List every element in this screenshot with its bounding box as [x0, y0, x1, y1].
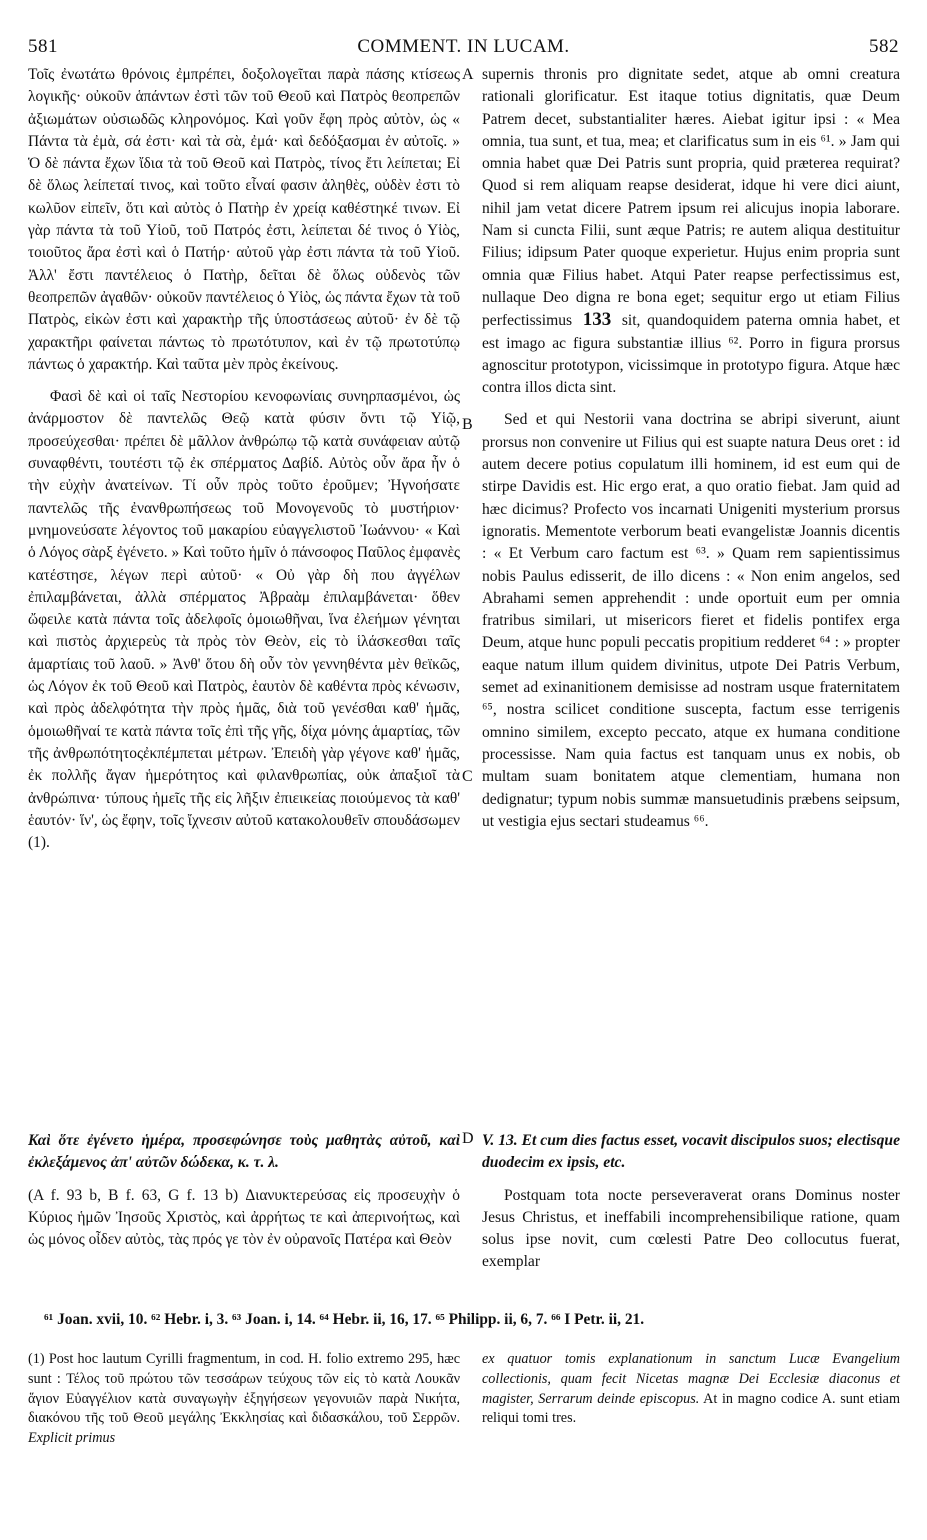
greek-column-lower: [28, 1130, 460, 1270]
page-number-right: 582: [869, 36, 899, 57]
latin-paragraph-3: Postquam tota nocte perseveraverat orans Dominus noster Jesus Christus, et ineffabili incomprehensibilique ratione, quam solus ipse novit, cum cœlesti Patre Deo collocutus fuerat, exemplar: [482, 1186, 900, 1270]
latin-paragraph-2: Sed et qui Nestorii vana doctrina se abripi siverunt, aiunt prorsus non convenire ut Filius qui est suapte natura Deus oret : id autem decere potius copulatum illi hominem, id est eum qui de stirpe Davidis est. Hic ergo erat, a quo oratio fiebat. Jam quid ad hæc dicimus? Profecto vos incarnati Unigeniti mysterium prorsus ignoratis. Mementote verborum beati evangelistæ Joannis dicentis : « Et Verbum caro factum est ⁶³. » Quam rem sapientissimus nobis Paulus edisserit, de illo dicens : « Non enim angelos, sed Abrahami semen apprehendit : unde oportuit eum per omnia fratribus similari, ut misericors fieret et fidelis pontifex erga Deum, atque hunc populi peccatis propitium redderet ⁶⁴ : » propter eaque natum illum quidem divinitus, utpote Dei Patris Verbum, semet ad exinanitionem demisisse ad nostram usque fraternitatem ⁶⁵, nostra scilicet conditione suscepta, factum esse terrigenis omnino similem, excepto peccato, atque ex humana conditione processisse. Nam quia factus est tanquam unus ex nobis, ob multam suam bonitatem atque clementiam, humana non dedignatur; typum nobis summæ mansuetudinis præbens seipsum, ut vestigia ejus sectari studeamus ⁶⁶.: [482, 411, 900, 830]
marker-d: D: [462, 1130, 474, 1147]
verse-heading: V. 13. Et cum dies factus esset, vocavit discipulos suos; electisque duodecim ex ipsis, etc.: [482, 1132, 900, 1172]
latin-paragraph-1: [482, 64, 900, 399]
footnote-right-italic: ex quatuor tomis explanationum in sanctum Lucæ Evangelium collectionis, quam fecit Nicetas magnæ Dei Ecclesiæ diaconus et magister, Serrarum deinde episcopus.: [482, 1351, 900, 1407]
column-number: 133: [582, 309, 612, 331]
latin-column-lower: [482, 1130, 900, 1270]
footnote-right: [482, 1350, 900, 1429]
latin-column: [482, 64, 900, 1131]
scripture-references: ⁶¹ Joan. xvii, 10. ⁶² Hebr. i, 3. ⁶³ Joan. i, 14. ⁶⁴ Hebr. ii, 16, 17. ⁶⁵ Philipp. ii, 6, 7. ⁶⁶ I Petr. ii, 21.: [44, 1311, 645, 1328]
greek-column: [28, 64, 460, 1131]
footnote-left-italic: Explicit primus: [28, 1430, 116, 1447]
footnote-right-text: At in magno codice A. sunt etiam reliqui tomi tres.: [482, 1390, 900, 1427]
greek-paragraph-2: Φασὶ δὲ καὶ οἱ ταῖς Νεστορίου κενοφωνίαις συνηρπασμένοι, ὡς ἀνάρμοστον δὲ παντελῶς Θεῷ κατὰ φύσιν ὄντι τῷ Υἱῷ, προσεύχεσθαι· πρέπει δὲ μᾶλλον ἀνθρώπῳ τῷ κατὰ συνάφειαν αὐτῷ συναφθέντι, τουτέστι τῷ ἐκ σπέρματος Δαβίδ. Αὐτὸς οὖν ἄρα ἦν ὁ τὴν εὐχὴν ἀνατείνων. Τί οὖν πρὸς τοῦτο ἐροῦμεν; Ἠγνοήσατε παντελῶς τῆς ἐνανθρωπήσεως τοῦ Μονογενοῦς τὸ μυστήριον· μνημονεύσατε λέγοντος τοῦ μακαρίου εὐαγγελιστοῦ Ἰωάννου· « Καὶ ὁ Λόγος σὰρξ ἐγένετο. » Καὶ τοῦτο ἡμῖν ὁ πάνσοφος Παῦλος ἐμφανὲς κατέστησε, λέγων περὶ αὐτοῦ· « Οὐ γὰρ δὴ που ἀγγέλων ἐπιλαμβάνεται, ἀλλὰ σπέρματος Ἀβραὰμ ἐπιλαμβάνεται· ὅθεν ὤφειλε κατὰ πάντα τοῖς ἀδελφοῖς ὁμοιωθῆναι, ἵνα ἐλεήμων γένηται καὶ πιστὸς ἀρχιερεὺς τὰ πρὸς τὸν Θεὸν, εἰς τὸ ἱλάσκεσθαι ταῖς ἁμαρτίαις τοῦ λαοῦ. » Ἀνθ' ὅτου δὴ οὖν τὸν γεννηθέντα μὲν θεϊκῶς, ὡς Λόγον ἐκ τοῦ Θεοῦ καὶ Πατρὸς, ἑαυτὸν δὲ καθέντα πρὸς κένωσιν, καὶ πρὸς ἀδελφότητα τὴν πρὸς ἡμᾶς, διὰ τοῦ γενέσθαι καθ' ἡμᾶς, ὁμοιωθῆναί τε κατὰ πάντα τοῖς ἐπὶ τῆς γῆς, δίχα μόνης ἁμαρτίας, τῶν τῆς ἀνθρωπότητοςἐκπέμπεται μέτρων. Ἐπειδὴ γὰρ γέγονε καθ' ἡμᾶς, ἐκ πολλῆς ἄγαν ἡμερότητος καὶ φιλανθρωπίας, οὐκ ἀπαξιοῖ τὰ ἀνθρώπινα· τύπους ἡμεῖς τῆς εἰς λῆξιν ἐπιεικείας ποιούμενος τὰ καθ' ἑαυτόν· ἵν', ὡς ἔφην, τοῖς ἴχνεσιν αὐτοῦ κατακολουθεῖν σπουδάσωμεν (1).: [28, 388, 460, 852]
latin-paragraph-1b: sit, quandoquidem paterna omnia habet, et est imago ac figura substantiæ illius ⁶². Porro in figura prorsus agnoscitur prototypon, vicissimque in prototypo figura. Atque hæc contra illos dicta sint.: [482, 312, 900, 397]
page-number-left: 581: [28, 36, 58, 57]
running-header: [28, 36, 899, 62]
footnote-left-text: (1) Post hoc lautum Cyrilli fragmentum, in cod. H. folio extremo 295, hæc sunt : Τέλος τοῦ πρώτου τῶν τεσσάρων τεύχους τῶν εἰς τὸ κατὰ Λουκᾶν ἅγιον Εὐαγγέλιον κατὰ συναγωγὴν ἐξηγήσεων γεγονυιῶν παρὰ Νικήτα, διακόνου τῆς τοῦ Θεοῦ μεγάλης Ἐκκλησίας καὶ διδασκάλου, τοῦ Σερρῶν.: [28, 1351, 460, 1427]
greek-paragraph-3: (A f. 93 b, B f. 63, G f. 13 b) Διανυκτερεύσας εἰς προσευχὴν ὁ Κύριος ἡμῶν Ἰησοῦς Χριστὸς, καὶ ἀρρήτως τε καὶ ἀπερινοήτως, καὶ ὡς μόνος οἶδεν αὐτὸς, τὰς πρός γε τὸν ἐν οὐρανοῖς Πατέρα καὶ Θεὸν: [28, 1186, 460, 1249]
greek-lemma: Καὶ ὅτε ἐγένετο ἡμέρα, προσεφώνησε τοὺς μαθητὰς αὐτοῦ, καὶ ἐκλεξάμενος ἀπ' αὐτῶν δώδεκα, κ. τ. λ.: [28, 1132, 460, 1172]
marker-a: A: [462, 66, 474, 83]
greek-paragraph-1: Τοῖς ἐνωτάτω θρόνοις ἐμπρέπει, δοξολογεῖται παρὰ πάσης κτίσεως λογικῆς· οὐκοῦν ἁπάντων ἐστὶ τῶν τοῦ Θεοῦ καὶ Πατρὸς θεοπρεπῶν ἀξιωμάτων οὐσιωδῶς κληρονόμος. Καὶ γοῦν ἔφη πρὸς αὐτὸν, ὡς « Πάντα τὰ ἐμὰ, σά ἐστι· καὶ τὰ σὰ, ἐμά· καὶ δεδόξασμαι ἐν αὐτοῖς. » Ὁ δὲ πάντα ἔχων ἴδια τὰ τοῦ Θεοῦ καὶ Πατρὸς, τίνος ἔτι λείπεται; Εἰ δὲ ὅλως λείπεταί τινος, καὶ τοῦτο εἶναί φασιν ἀληθὲς, οὐδὲν ἐστι τὸ κωλῦον εἰπεῖν, ὅτι καὶ αὐτὸς ὁ Πατὴρ ἐν χρείᾳ καθέστηκέ τινων. Εἰ γὰρ πάντα τὰ τοῦ Υἱοῦ, τοῦ Πατρός ἐστι, λείπεται δέ τινος ὁ Υἱὸς, τοιοῦτος ἄρα ἐστὶ καὶ ὁ Πατήρ· αὐτοῦ γὰρ ἐστι πάντα τὰ τοῦ Υἱοῦ. Ἀλλ' ἔστι παντέλειος ὁ Πατὴρ, δεῖται δὲ ὅλως οὐδενὸς τῶν θεοπρεπῶν ἀγαθῶν· οὐκοῦν παντέλειος ὁ Υἱὸς, ὡς πάντα ἔχων τὰ τοῦ Πατρὸς, εἰκὼν ἐστι καὶ χαρακτὴρ τῆς ὑποστάσεως αὐτοῦ· ἐν δὲ τῷ χαρακτῆρι φαίνεται πάντως τὸ πρωτότυπον, καὶ ἐν τῷ πρωτοτύπῳ πάντως ὁ χαρακτήρ. Καὶ ταῦτα μὲν πρὸς ἐκείνους.: [28, 66, 460, 373]
footnote-left: [28, 1350, 460, 1449]
marker-c: C: [462, 768, 473, 785]
marker-b: B: [462, 416, 473, 433]
running-title: COMMENT. IN LUCAM.: [357, 36, 570, 57]
latin-paragraph-1a: supernis thronis pro dignitate sedet, atque ab omni creatura rationali glorificatur. Est itaque totius dignitatis, quæ Deum Patrem decet, substantialiter hæres. Aiebat igitur ipsi : « Mea omnia, tua sunt, et tua, mea; et clarificatus sum in eis ⁶¹. » Jam qui omnia habet quæ Dei Patris sunt propria, quid præterea requirat? Quod si rem aliquam reapse desiderat, idque hi vere dici aiunt, nihil jam vetat dicere Patrem ipsum rei alicujus inopia laborare. Nam si cuncta Filii, sunt æque Patris; re autem aliqua destituitur Filius; idipsum Pater quoque experietur. Hujus enim propria sunt omnia quæ Filius habet. Atqui Pater reapse perfectissimus est, nullaque Deo digna re bona eget; sequitur ergo ut etiam Filius perfectissimus: [482, 66, 900, 330]
